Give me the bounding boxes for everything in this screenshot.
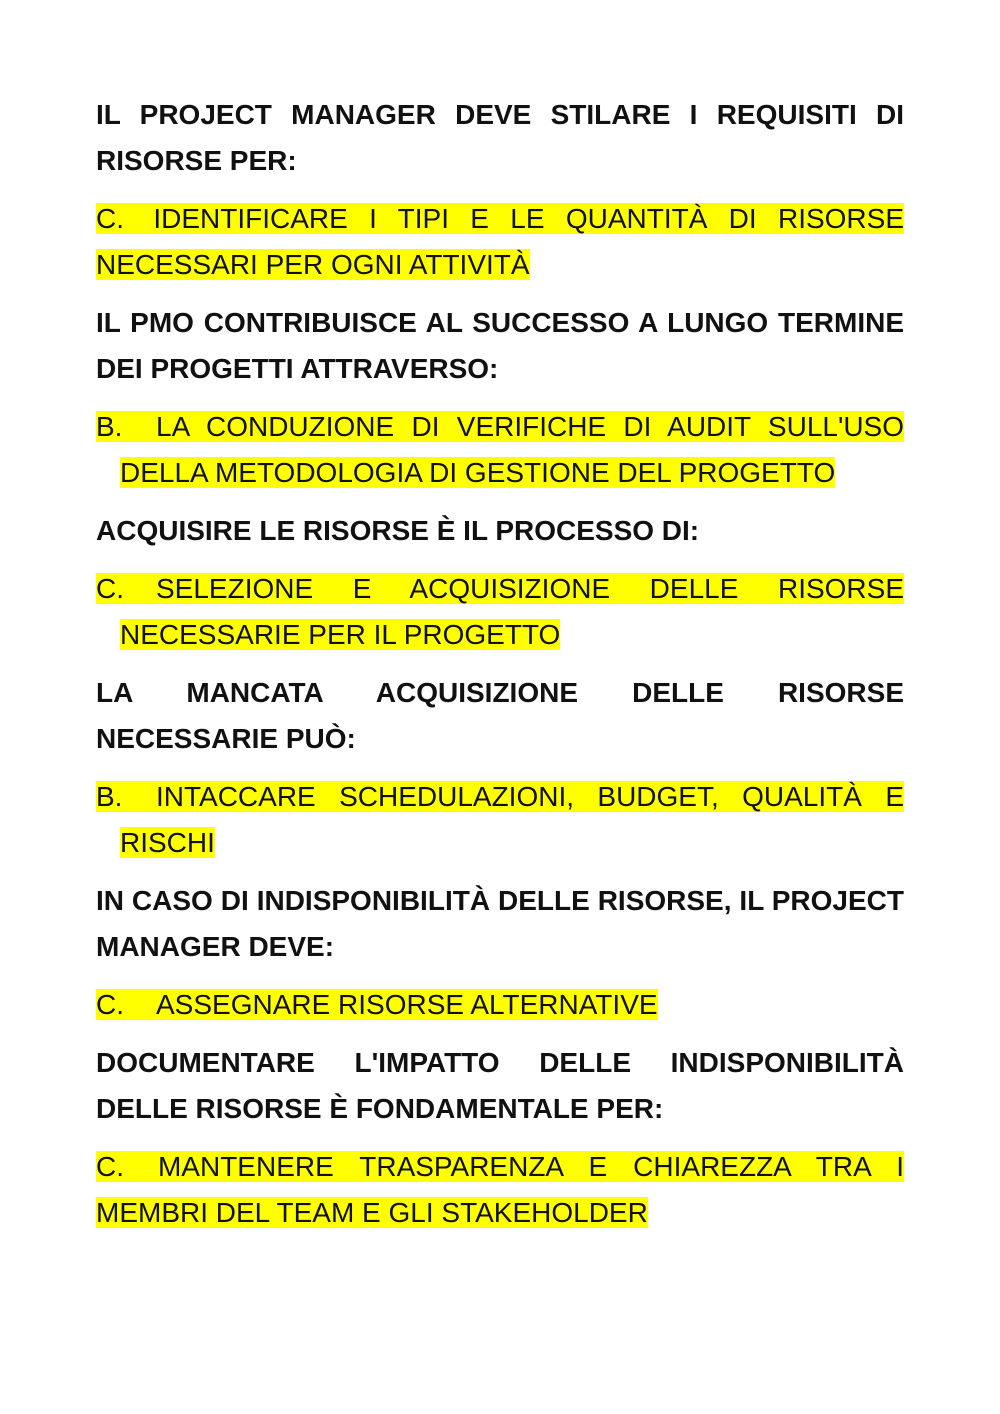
answer-3-highlight [96,573,904,650]
answer-2-letter: B. [96,411,123,442]
answer-1-highlight [96,203,904,280]
answer-4 [96,774,904,866]
answer-5-text: ASSEGNARE RISORSE ALTERNATIVE [156,989,658,1020]
answer-1-letter: C. [96,203,124,234]
answer-3 [96,566,904,658]
answer-2 [96,404,904,496]
answer-5-letter: C. [96,989,124,1020]
answer-3-letter: C. [96,573,124,604]
question-2: IL PMO CONTRIBUISCE AL SUCCESSO A LUNGO TERMINE DEI PROGETTI ATTRAVERSO: [96,307,904,384]
document-page [96,92,904,1248]
qa-block-5 [96,878,904,1028]
qa-block-1 [96,92,904,288]
qa-block-6 [96,1040,904,1236]
qa-block-2 [96,300,904,496]
answer-1-text: IDENTIFICARE I TIPI E LE QUANTITÀ DI RISORSE NECESSARI PER OGNI ATTIVITÀ [96,203,905,280]
qa-block-3 [96,508,904,658]
answer-6 [96,1144,904,1236]
answer-5 [96,982,904,1028]
question-4: LA MANCATA ACQUISIZIONE DELLE RISORSE NECESSARIE PUÒ: [96,677,904,754]
answer-2-highlight [96,411,904,488]
answer-4-highlight [96,781,904,858]
answer-3-text: SELEZIONE E ACQUISIZIONE DELLE RISORSE NECESSARIE PER IL PROGETTO [120,573,904,650]
answer-6-letter: C. [96,1151,124,1182]
question-3: ACQUISIRE LE RISORSE È IL PROCESSO DI: [96,515,700,546]
question-1: IL PROJECT MANAGER DEVE STILARE I REQUISITI DI RISORSE PER: [96,99,904,176]
question-6: DOCUMENTARE L'IMPATTO DELLE INDISPONIBILITÀ DELLE RISORSE È FONDAMENTALE PER: [96,1047,904,1124]
answer-1 [96,196,904,288]
answer-6-text: MANTENERE TRASPARENZA E CHIAREZZA TRA I MEMBRI DEL TEAM E GLI STAKEHOLDER [96,1151,904,1228]
answer-4-text: INTACCARE SCHEDULAZIONI, BUDGET, QUALITÀ E RISCHI [120,781,904,858]
answer-6-highlight [96,1151,904,1228]
answer-5-highlight [96,989,658,1020]
question-5: IN CASO DI INDISPONIBILITÀ DELLE RISORSE, IL PROJECT MANAGER DEVE: [96,885,904,962]
qa-block-4 [96,670,904,866]
answer-2-text: LA CONDUZIONE DI VERIFICHE DI AUDIT SULL'USO DELLA METODOLOGIA DI GESTIONE DEL PROGETTO [120,411,904,488]
answer-4-letter: B. [96,781,123,812]
